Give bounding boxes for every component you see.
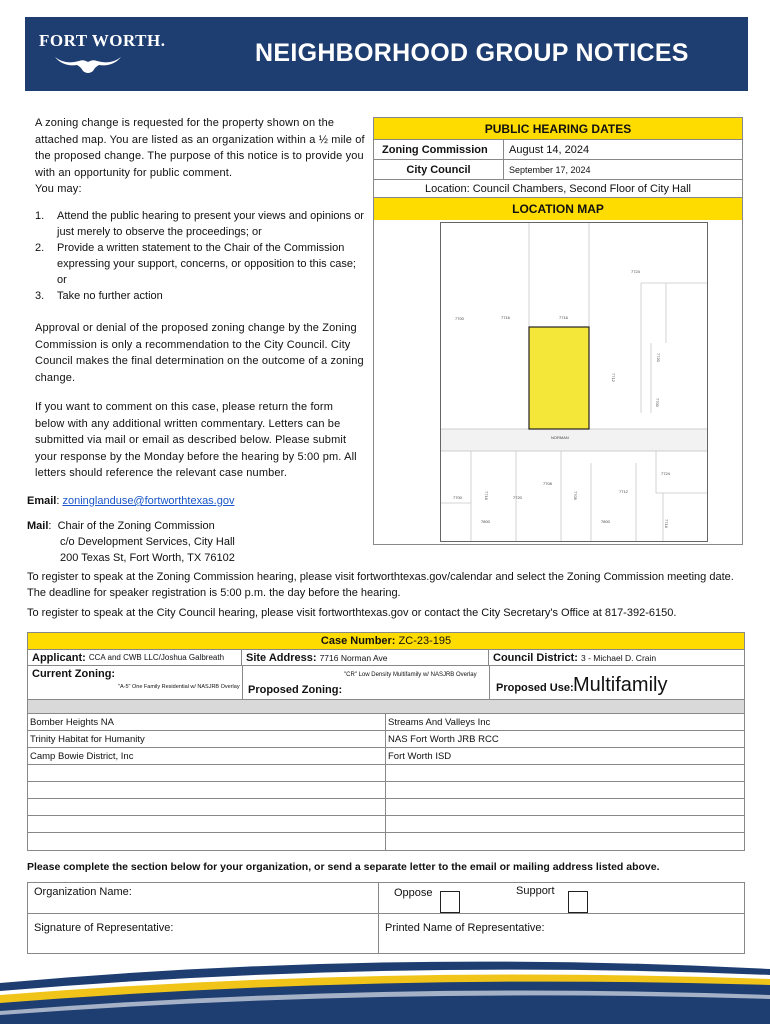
table-row (386, 833, 744, 850)
support-checkbox[interactable] (568, 891, 588, 913)
proposed-zoning-label: Proposed Zoning: (248, 684, 343, 696)
case-number-value: ZC-23-195 (398, 635, 452, 647)
approval-paragraph: Approval or denial of the proposed zoning change by the Zoning Commission is only a recommendation to the City Council. City Council makes the final determination on the outcome of a zoning change. (35, 322, 364, 384)
organization-name-label: Organization Name: (34, 886, 132, 898)
map-label: 7800 (601, 519, 610, 524)
options-list (35, 208, 365, 304)
table-row: Bomber Heights NA (28, 714, 385, 731)
applicant-value: CCA and CWB LLC/Joshua Galbreath (88, 653, 225, 662)
case-number-row (28, 633, 744, 650)
intro-paragraph: A zoning change is requested for the property shown on the attached map. You are listed as an organization within a ½ mile of the proposed change. The purpose of this notice is to provide you with an opportunity for public comment. (35, 117, 365, 179)
hearing-location: Location: Council Chambers, Second Floor of City Hall (425, 183, 691, 195)
oppose-checkbox[interactable] (440, 891, 460, 913)
table-row (386, 799, 744, 816)
map-label: 7700 (455, 316, 464, 321)
zoning-commission-date: August 14, 2024 (509, 143, 590, 156)
location-map-box (373, 197, 743, 545)
case-info-row (28, 650, 744, 666)
mail-line: Chair of the Zoning Commission (57, 520, 215, 532)
hearing-dates-box (373, 117, 743, 199)
table-row (28, 799, 385, 816)
fort-worth-logo (39, 31, 166, 75)
intro-text (35, 115, 365, 198)
longhorn-icon (53, 53, 123, 75)
zoning-commission-row (374, 140, 742, 160)
map-label: 7712 (619, 489, 628, 494)
proposed-zoning-value: "CR" Low Density Multifamily w/ NASJRB Overlay (344, 672, 477, 678)
map-label: 7716 (664, 519, 669, 528)
table-row (386, 782, 744, 799)
list-number: 3. (35, 290, 45, 302)
map-label: 7700 (453, 495, 462, 500)
oppose-label: Oppose (394, 887, 433, 899)
hearing-dates-title: PUBLIC HEARING DATES (374, 118, 742, 140)
map-label: 7700 (655, 398, 660, 407)
proposed-use-label: Proposed Use: (496, 682, 574, 694)
zoning-commission-label: Zoning Commission (374, 140, 504, 159)
mail-line: c/o Development Services, City Hall (60, 536, 235, 548)
map-label: 7800 (481, 519, 490, 524)
list-text: Provide a written statement to the Chair of the Commission expressing your support, concerns, or opposition to this case; or (57, 242, 356, 286)
council-district-value: 3 - Michael D. Crain (581, 652, 657, 663)
mail-label: Mail (27, 520, 49, 532)
organizations-right-column (386, 714, 744, 850)
current-zoning-value: "A-5" One Family Residential w/ NASJRB Overlay (118, 684, 240, 690)
map-label: 7709 (573, 491, 578, 500)
table-row (386, 765, 744, 782)
council-district-label: Council District: (493, 651, 578, 664)
logo-text: FORT WORTH. (39, 31, 166, 50)
city-council-label: City Council (374, 160, 504, 179)
mail-block: Mail: Chair of the Zoning Commission c/o Development Services, City Hall 200 Texas St, Fort Worth, TX 76102 (27, 520, 235, 564)
table-row: Fort Worth ISD (386, 748, 744, 765)
zoning-row (28, 666, 744, 700)
register-zoning-text: To register to speak at the Zoning Commission hearing, please visit fortworthtexas.gov/calendar and select the Zoning Commission meeting date. The deadline for speaker registration is 5:00 p.m. the day before the hearing. (27, 571, 734, 599)
current-zoning-label: Current Zoning: (32, 668, 116, 680)
applicant-label: Applicant: (32, 651, 86, 664)
map-label: 7712 (611, 373, 616, 382)
table-row (28, 833, 385, 850)
table-row (28, 765, 385, 782)
separator-band (28, 700, 744, 714)
list-item (35, 288, 365, 304)
email-link[interactable]: zoninglanduse@fortworthtexas.gov (62, 495, 235, 507)
table-row: Streams And Valleys Inc (386, 714, 744, 731)
list-text: Attend the public hearing to present your views and opinions or just merely to observe the proceedings; or (57, 210, 364, 238)
support-label: Support (516, 885, 555, 897)
site-address-label: Site Address: (246, 651, 317, 664)
case-table (27, 632, 745, 851)
email-label: Email (27, 495, 57, 507)
proposed-use-value: Multifamily (573, 674, 668, 696)
map-label: NORMAN (551, 435, 569, 440)
location-map-title: LOCATION MAP (374, 198, 742, 220)
response-form (27, 882, 745, 954)
list-item (35, 240, 365, 288)
organizations-list (28, 714, 744, 850)
table-row (28, 782, 385, 799)
table-row: NAS Fort Worth JRB RCC (386, 731, 744, 748)
site-address-value: 7716 Norman Ave (319, 652, 388, 663)
footer-swoosh (0, 955, 770, 1024)
map-label: 7724 (661, 471, 670, 476)
map-label: 7716 (559, 315, 568, 320)
list-text: Take no further action (57, 290, 163, 302)
map-label: 7724 (631, 269, 640, 274)
map-label: 7720 (656, 353, 661, 362)
comment-paragraph: If you want to comment on this case, please return the form below with any additional written commentary. Letters can be submitted via mail or email as described below. Please submit your response by the Monday before the hearing by 5:00 pm. All letters should reference the relevant case number. (35, 401, 357, 479)
register-council-text: To register to speak at the City Council hearing, please visit fortworthtexas.gov or contact the City Secretary's Office at 817-392-6150. (27, 607, 677, 619)
table-row: Trinity Habitat for Humanity (28, 731, 385, 748)
response-instructions: Please complete the section below for your organization, or send a separate letter to the email or mailing address listed above. (27, 861, 660, 873)
table-row (386, 816, 744, 833)
mail-line: 200 Texas St, Fort Worth, TX 76102 (60, 552, 235, 564)
printed-name-label: Printed Name of Representative: (385, 922, 545, 934)
location-map (440, 222, 708, 542)
city-council-date: September 17, 2024 (509, 164, 591, 175)
table-row: Camp Bowie District, Inc (28, 748, 385, 765)
map-label: 7716 (484, 491, 489, 500)
organizations-left-column (28, 714, 386, 850)
page-header (25, 17, 748, 91)
city-council-row (374, 160, 742, 180)
signature-label: Signature of Representative: (34, 922, 174, 934)
map-label: 7716 (501, 315, 510, 320)
parcel-map-svg (441, 223, 708, 542)
map-label: 7720 (513, 495, 522, 500)
email-line: Email: zoninglanduse@fortworthtexas.gov (27, 495, 235, 507)
list-number: 2. (35, 242, 45, 254)
map-label: 7708 (543, 481, 552, 486)
page-title: NEIGHBORHOOD GROUP NOTICES (255, 39, 689, 67)
list-number: 1. (35, 210, 45, 222)
you-may-label: You may: (35, 183, 82, 195)
case-number-label: Case Number: (320, 635, 396, 647)
list-item (35, 208, 365, 240)
table-row (28, 816, 385, 833)
